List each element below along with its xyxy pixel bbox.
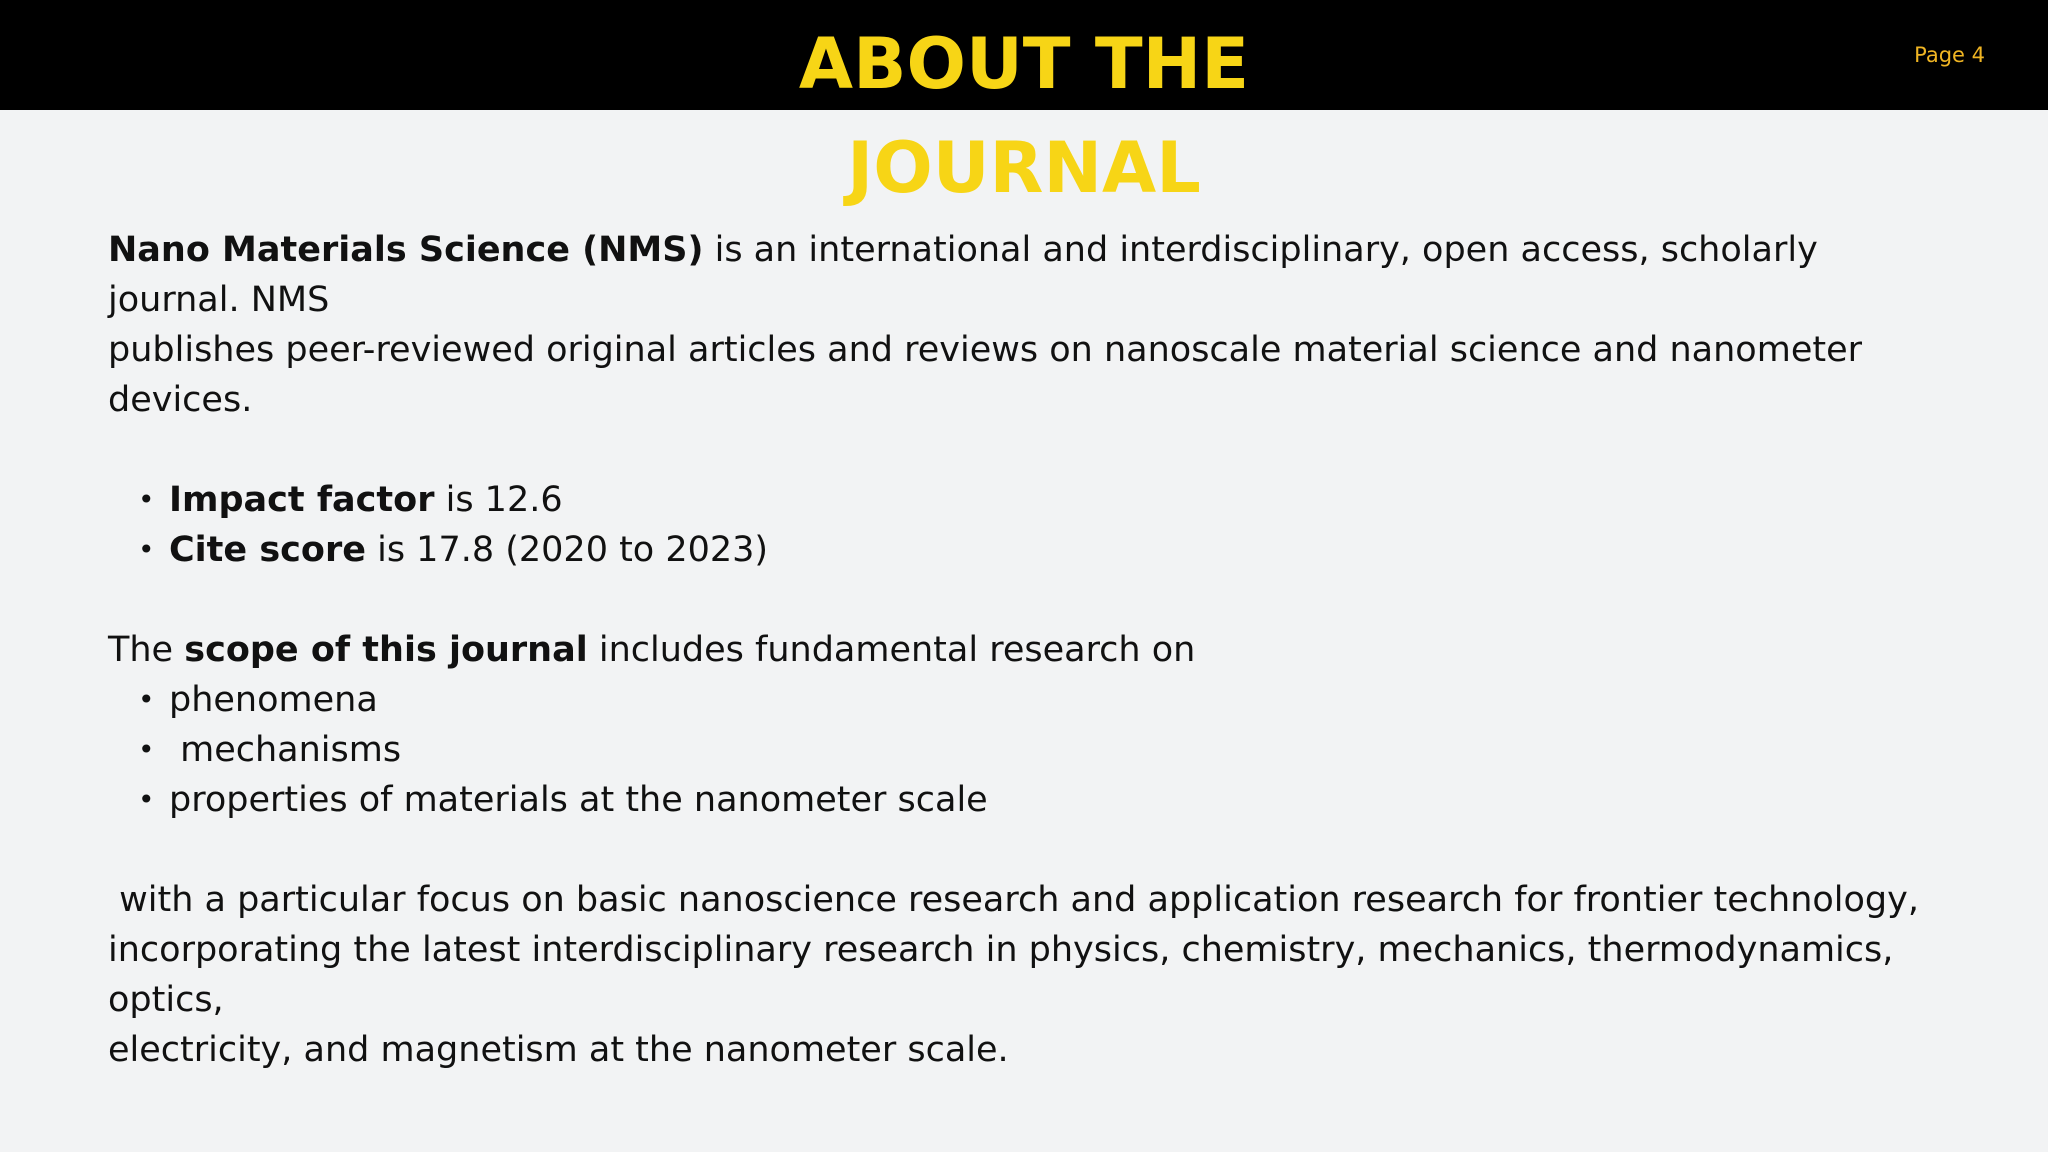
bullet-icon: •: [138, 483, 155, 516]
bullet-icon: •: [138, 683, 155, 716]
scope-prefix: The: [108, 630, 185, 670]
scope-item-text: mechanisms: [169, 730, 402, 770]
spacer: [108, 575, 1938, 625]
bullet-icon: •: [138, 533, 155, 566]
scope-item: [108, 675, 1938, 725]
closing-paragraph: [108, 875, 1938, 1075]
scope-paragraph: [108, 625, 1938, 675]
intro-text-line-1: is an international and interdisciplinary, open access, scholarly journal. NMS: [108, 230, 1818, 320]
scope-suffix: includes fundamental research on: [587, 630, 1196, 670]
page-title-line-2: JOURNAL: [847, 127, 1201, 209]
journal-name: Nano Materials Science (NMS): [108, 230, 704, 270]
intro-text-line-2: publishes peer-reviewed original articles and reviews on nanoscale material science and nanometer devices.: [108, 330, 1862, 420]
scope-item-text: phenomena: [169, 680, 378, 720]
metric-label: Impact factor: [169, 480, 435, 520]
closing-line-2: incorporating the latest interdisciplinary research in physics, chemistry, mechanics, thermodynamics, optics,: [108, 930, 1894, 1020]
scope-bold: scope of this journal: [184, 630, 588, 670]
bullet-icon: •: [138, 783, 155, 816]
metrics-list: [108, 475, 1938, 575]
scope-item: [108, 775, 1938, 825]
closing-line-1: with a particular focus on basic nanoscience research and application research for frontier technology,: [108, 880, 1919, 920]
scope-item-text: properties of materials at the nanometer scale: [169, 780, 988, 820]
page-number: Page 4: [1914, 43, 1985, 67]
metric-cite-score: [108, 525, 1938, 575]
content-body: [108, 225, 1938, 1075]
spacer: [108, 425, 1938, 475]
scope-list: [108, 675, 1938, 825]
scope-item: [108, 725, 1938, 775]
spacer: [108, 825, 1938, 875]
metric-value: is 17.8 (2020 to 2023): [365, 530, 769, 570]
page-title: [0, 12, 2048, 220]
metric-label: Cite score: [169, 530, 366, 570]
metric-impact-factor: [108, 475, 1938, 525]
metric-value: is 12.6: [434, 480, 563, 520]
page-title-line-1: ABOUT THE: [798, 23, 1250, 105]
intro-paragraph: [108, 225, 1938, 425]
bullet-icon: •: [138, 733, 155, 766]
closing-line-3: electricity, and magnetism at the nanometer scale.: [108, 1030, 1009, 1070]
